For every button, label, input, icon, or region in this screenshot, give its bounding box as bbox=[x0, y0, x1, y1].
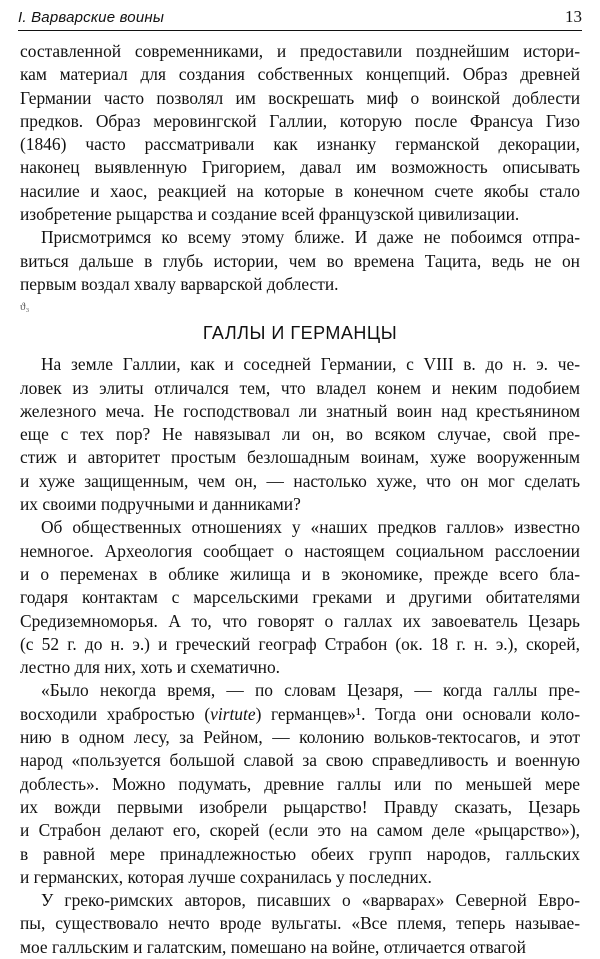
text-line: Германии часто позволял им воскрешать миф о воинской доблести bbox=[20, 87, 580, 108]
text-line: лестно для них, хоть и схематично. bbox=[20, 657, 281, 678]
text-line: «Было некогда время, — по словам Цезаря, — когда галлы пре- bbox=[41, 680, 580, 701]
text-line: доблесть». Можно подумать, древние галлы или по меньшей мере bbox=[20, 773, 580, 794]
text-line: и хуже защищенным, чем он, — настолько хуже, что он мог сделать bbox=[20, 470, 580, 491]
chapter-title: I. Варварские воины bbox=[18, 9, 165, 26]
text-line: виться дальше в глубь истории, чем во времена Тацита, ведь не он bbox=[20, 250, 580, 271]
page-number: 13 bbox=[565, 7, 582, 26]
text-line: восходили храбростью (virtute) германцев»¹. Тогда они основали коло- bbox=[20, 703, 580, 724]
text-line: кам материал для создания собственных концепций. Образ древней bbox=[20, 64, 580, 85]
text-line: немногое. Археология сообщает о настоящем социальном расслоении bbox=[20, 540, 580, 561]
paragraph bbox=[20, 889, 580, 959]
text-line: еще с тех пор? Не навязывал ли он, во всяком случае, свой пре- bbox=[20, 424, 580, 445]
section-heading: ГАЛЛЫ И ГЕРМАНЦЫ bbox=[202, 323, 398, 344]
text-line: Присмотримся ко всему этому ближе. И даже не побоимся отпра- bbox=[41, 227, 580, 248]
text-block-after bbox=[20, 353, 580, 959]
text-line: и о переменах в облике жилища и в экономике, прежде всего бла- bbox=[20, 563, 580, 584]
text-line: железного меча. Не господствовал ли знатный воин над крестьянином bbox=[20, 400, 580, 421]
paragraph bbox=[20, 40, 580, 226]
text-line: ловек из элиты отличался тем, что владел конем и неким подобием bbox=[20, 377, 580, 398]
text-line: наконец выявленную Григорием, давал им возможность описывать bbox=[20, 157, 580, 178]
text-line: стиж и авторитет простым безлошадным воинам, хуже вооруженным bbox=[20, 447, 580, 468]
page-body bbox=[20, 40, 580, 959]
text-line: предков. Образ меровингской Галлии, которую после Франсуа Гизо bbox=[20, 110, 580, 131]
text-line: мое галльским и галатским, помешано на войне, отличается отвагой bbox=[20, 936, 526, 957]
text-line: нию в одном лесу, за Рейном, — колонию вольков-тектосагов, и этот bbox=[20, 727, 580, 748]
text-line: первым воздал хвалу варварской доблести. bbox=[20, 273, 339, 294]
text-line: У греко-римских авторов, писавших о «варварах» Северной Евро- bbox=[41, 890, 580, 911]
text-line: Об общественных отношениях у «наших предков галлов» известно bbox=[41, 517, 580, 538]
text-line: народ «пользуется большой славой за свою справедливость и военную bbox=[20, 750, 580, 771]
paragraph bbox=[20, 353, 580, 516]
text-line: составленной современниками, и предоставили позднейшим истори- bbox=[20, 41, 580, 61]
paragraph bbox=[20, 679, 580, 889]
text-line: изобретение рыцарства и создание всей французской цивилизации. bbox=[20, 204, 520, 225]
stray-mark: ϑ₃ bbox=[20, 301, 30, 314]
text-line: годаря контактам с марсельскими греками и другими обитателями bbox=[20, 587, 580, 608]
text-line: (с 52 г. до н. э.) и греческий географ Страбон (ок. 18 г. н. э.), скорей, bbox=[20, 633, 580, 654]
text-line: (1846) часто рассматривали как изнанку германской декорации, bbox=[20, 134, 580, 155]
text-block-before bbox=[20, 40, 580, 296]
text-line: пы, существовало нечто вроде вульгаты. «Все племя, теперь называе- bbox=[20, 913, 580, 934]
text-line: насилие и хаос, реакцией на которые в конечном счете якобы стало bbox=[20, 180, 580, 201]
latin-term: virtute bbox=[210, 703, 256, 724]
text-line: На земле Галлии, как и соседней Германии, с VIII в. до н. э. че- bbox=[41, 354, 580, 375]
running-header bbox=[18, 4, 582, 31]
text-line: и германских, которая лучше сохранилась у последних. bbox=[20, 866, 432, 887]
text-line: Средиземноморья. А то, что говорят о галлах их завоеватель Цезарь bbox=[20, 610, 580, 631]
text-line: их своими подручными и данниками? bbox=[20, 494, 301, 515]
text-line: и Страбон делают его, скорей (если это на самом деле «рыцарство»), bbox=[20, 820, 580, 841]
text-line: их вожди первыми изобрели рыцарство! Правду сказать, Цезарь bbox=[20, 796, 580, 817]
paragraph bbox=[20, 226, 580, 296]
paragraph bbox=[20, 516, 580, 679]
text-line: в равной мере принадлежностью обеих групп народов, галльских bbox=[20, 843, 580, 864]
